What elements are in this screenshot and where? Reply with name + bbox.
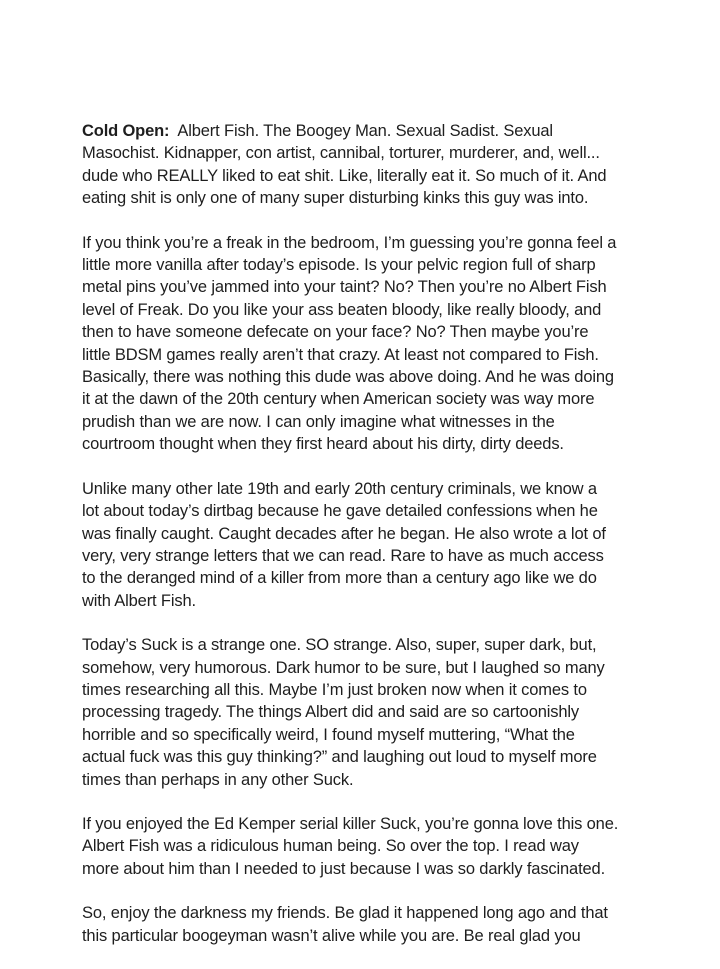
paragraph-cold-open [82, 120, 682, 210]
text-line: little BDSM games really aren’t that crazy. At least not compared to Fish. [82, 345, 599, 364]
text-line: more about him than I needed to just because I was so darkly fascinated. [82, 859, 606, 878]
paragraph [82, 634, 682, 791]
text-line: actual fuck was this guy thinking?” and laughing out loud to myself more [82, 748, 597, 767]
text-line: somehow, very humorous. Dark humor to be sure, but I laughed so many [82, 658, 605, 677]
text-line: very, very strange letters that we can read. Rare to have as much access [82, 546, 604, 565]
paragraph [82, 232, 682, 456]
text-line: processing tragedy. The things Albert did and said are so cartoonishly [82, 703, 580, 722]
text-line: this particular boogeyman wasn’t alive while you are. Be real glad you [82, 926, 581, 945]
document-page [82, 120, 682, 969]
text-line: Today’s Suck is a strange one. SO strange. Also, super, super dark, but, [82, 636, 597, 655]
text-line: little more vanilla after today’s episode. Is your pelvic region full of sharp [82, 256, 596, 275]
text-line: times than perhaps in any other Suck. [82, 770, 354, 789]
text-line: Albert Fish was a ridiculous human being. So over the top. I read way [82, 837, 579, 856]
text-line: If you think you’re a freak in the bedroom, I’m guessing you’re gonna feel a [82, 233, 617, 252]
text-line: metal pins you’ve jammed into your taint? No? Then you’re no Albert Fish [82, 278, 607, 297]
text-line: prudish than we are now. I can only imagine what witnesses in the [82, 412, 555, 431]
paragraph [82, 902, 682, 947]
text-line: Unlike many other late 19th and early 20th century criminals, we know a [82, 479, 597, 498]
text-line: courtroom thought when they first heard about his dirty, dirty deeds. [82, 435, 564, 454]
text-line: it at the dawn of the 20th century when American society was way more [82, 390, 595, 409]
text-line: to the deranged mind of a killer from more than a century ago like we do [82, 569, 597, 588]
paragraph [82, 478, 682, 612]
cold-open-heading: Cold Open: [82, 122, 170, 140]
text-line: Cold Open: Albert Fish. The Boogey Man. Sexual Sadist. Sexual [82, 122, 553, 140]
text-line: lot about today’s dirtbag because he gave detailed confessions when he [82, 502, 598, 521]
text-line: eating shit is only one of many super disturbing kinks this guy was into. [82, 189, 589, 208]
text-line: level of Freak. Do you like your ass beaten bloody, like really bloody, and [82, 300, 602, 319]
text-line: If you enjoyed the Ed Kemper serial killer Suck, you’re gonna love this one. [82, 814, 619, 833]
text-line: dude who REALLY liked to eat shit. Like, literally eat it. So much of it. And [82, 166, 607, 185]
paragraph [82, 813, 682, 880]
text-line: Basically, there was nothing this dude was above doing. And he was doing [82, 368, 614, 387]
text-line: then to have someone defecate on your face? No? Then maybe you’re [82, 323, 589, 342]
text-line: horrible and so specifically weird, I found myself muttering, “What the [82, 725, 575, 744]
text-line: was finally caught. Caught decades after he began. He also wrote a lot of [82, 524, 606, 543]
text-line: times researching all this. Maybe I’m just broken now when it comes to [82, 680, 587, 699]
text-line: with Albert Fish. [82, 591, 196, 610]
text-line: So, enjoy the darkness my friends. Be glad it happened long ago and that [82, 904, 608, 923]
text-line: Masochist. Kidnapper, con artist, cannibal, torturer, murderer, and, well... [82, 144, 600, 163]
